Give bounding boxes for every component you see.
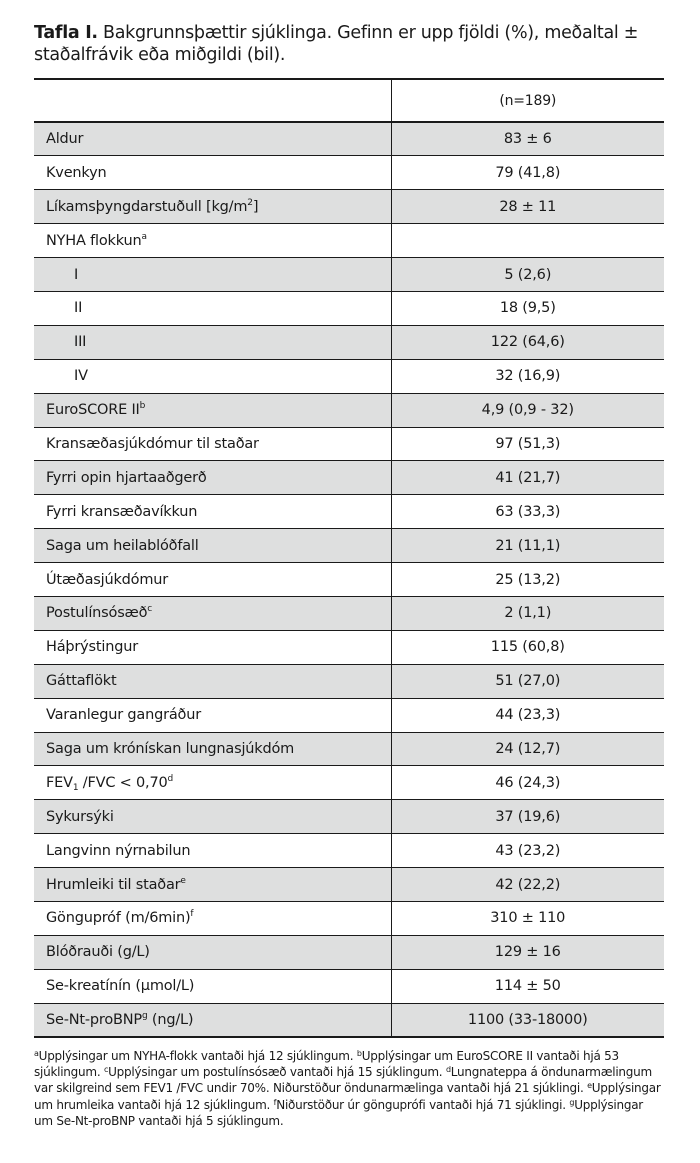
- header-label-cell: [34, 79, 391, 122]
- row-label: IV: [74, 368, 88, 385]
- table-row: [34, 868, 664, 902]
- row-label-cell: [34, 563, 391, 597]
- row-label-cell: [34, 800, 391, 834]
- row-value-cell: 310 ± 110: [391, 901, 664, 935]
- row-value-cell: 4,9 (0,9 - 32): [391, 393, 664, 427]
- row-value-cell: 114 ± 50: [391, 969, 664, 1003]
- row-label-cell: [34, 766, 391, 800]
- row-label: NYHA flokkun: [46, 232, 142, 249]
- row-label-cell: [34, 224, 391, 258]
- row-label-suffix: /FVC < 0,70: [78, 774, 168, 791]
- row-value-cell: 63 (33,3): [391, 495, 664, 529]
- row-label: Kvenkyn: [46, 164, 107, 181]
- row-value-cell: 97 (51,3): [391, 427, 664, 461]
- table-row: [34, 630, 664, 664]
- table-row: [34, 766, 664, 800]
- row-label: Aldur: [46, 131, 84, 148]
- table-row: [34, 258, 664, 292]
- table-row: [34, 563, 664, 597]
- row-label: Gáttaflökt: [46, 673, 117, 690]
- footnote-text: Upplýsingar um postulínsósæð vantaði hjá 15 sjúklingum.: [108, 1065, 446, 1080]
- row-label: Háþrýstingur: [46, 639, 138, 656]
- row-label: EuroSCORE II: [46, 402, 140, 419]
- row-value-cell: 43 (23,2): [391, 834, 664, 868]
- footnote-mark: g: [569, 1097, 575, 1107]
- footnote-mark: d: [445, 1065, 451, 1075]
- table-row: [34, 291, 664, 325]
- table-row: [34, 224, 664, 258]
- row-label-cell: [34, 868, 391, 902]
- row-label-superscript: a: [141, 231, 147, 242]
- table-row: [34, 698, 664, 732]
- row-label-cell: [34, 495, 391, 529]
- row-label-cell: [34, 901, 391, 935]
- row-label: Langvinn nýrnabilun: [46, 842, 191, 859]
- row-label: Fyrri opin hjartaaðgerð: [46, 469, 207, 486]
- footnote-mark: f: [273, 1097, 277, 1107]
- table-row: [34, 325, 664, 359]
- row-label-superscript: g: [141, 1010, 148, 1021]
- row-value-cell: 18 (9,5): [391, 291, 664, 325]
- row-label: Sykursýki: [46, 808, 114, 825]
- row-value-cell: 115 (60,8): [391, 630, 664, 664]
- row-label-cell: [34, 732, 391, 766]
- row-value-cell: [391, 224, 664, 258]
- table-row: [34, 935, 664, 969]
- row-value-cell: 122 (64,6): [391, 325, 664, 359]
- table-row: [34, 664, 664, 698]
- row-label: II: [74, 300, 83, 317]
- footnote-mark: e: [587, 1081, 592, 1091]
- row-value-cell: 1100 (33-18000): [391, 1003, 664, 1037]
- row-label-superscript: b: [139, 401, 146, 412]
- row-label: Saga um krónískan lungnasjúkdóm: [46, 740, 295, 757]
- row-value-cell: 46 (24,3): [391, 766, 664, 800]
- footnote-text: Upplýsingar um EuroSCORE II vantaði hjá 53 sjúklingum.: [34, 1049, 619, 1080]
- row-label: Líkamsþyngdarstuðull [kg/m: [46, 198, 248, 215]
- row-label: Saga um heilablóðfall: [46, 537, 199, 554]
- row-value-cell: 83 ± 6: [391, 122, 664, 156]
- row-label-cell: [34, 698, 391, 732]
- row-label-superscript: d: [167, 773, 174, 784]
- row-label-suffix: (ng/L): [147, 1011, 194, 1028]
- patient-characteristics-table: [34, 78, 664, 1038]
- row-label: Göngupróf (m/6min): [46, 910, 191, 927]
- footnote-text: Upplýsingar um NYHA-flokk vantaði hjá 12 sjúklingum.: [38, 1049, 357, 1064]
- row-label: I: [74, 266, 79, 283]
- row-label-cell: [34, 834, 391, 868]
- row-label-superscript: c: [147, 604, 153, 615]
- table-title: [34, 22, 664, 66]
- row-label: Útæðasjúkdómur: [46, 571, 169, 588]
- footnote-mark: c: [103, 1065, 109, 1075]
- row-label-superscript: 2: [247, 197, 253, 208]
- footnote-mark: b: [356, 1049, 362, 1059]
- row-label-cell: [34, 935, 391, 969]
- table-title-lead: Tafla I.: [34, 23, 98, 43]
- table-row: [34, 834, 664, 868]
- row-label-superscript: f: [190, 909, 194, 920]
- footnote-text: Niðurstöður úr gönguprófi vantaði hjá 71 sjúklingi.: [276, 1097, 570, 1112]
- row-label-cell: [34, 461, 391, 495]
- row-label: Postulínsósæð: [46, 605, 148, 622]
- row-label-cell: [34, 427, 391, 461]
- row-label-subscript: 1: [72, 782, 79, 793]
- row-label-cell: [34, 359, 391, 393]
- row-label-cell: [34, 156, 391, 190]
- row-label: Se-Nt-proBNP: [46, 1011, 142, 1028]
- row-value-cell: 37 (19,6): [391, 800, 664, 834]
- footnote-text: Upplýsingar um Se-Nt-proBNP vantaði hjá 5 sjúklingum.: [34, 1097, 643, 1128]
- row-label-cell: [34, 664, 391, 698]
- footnote-mark: a: [34, 1049, 39, 1059]
- table-row: [34, 156, 664, 190]
- table-row: [34, 461, 664, 495]
- table-title-text: Bakgrunnsþættir sjúklinga. Gefinn er upp fjöldi (%), meðaltal ± staðalfrávik eða miðgildi (bil).: [34, 23, 639, 65]
- row-label: Hrumleiki til staðar: [46, 876, 181, 893]
- table-row: [34, 969, 664, 1003]
- row-label-suffix: ]: [252, 198, 259, 215]
- table-row: [34, 1003, 664, 1037]
- row-label-cell: [34, 529, 391, 563]
- row-label: III: [74, 334, 87, 351]
- row-label-cell: [34, 393, 391, 427]
- row-label-cell: [34, 291, 391, 325]
- table-header-row: [34, 79, 664, 122]
- table-row: [34, 393, 664, 427]
- row-value-cell: 24 (12,7): [391, 732, 664, 766]
- row-value-cell: 21 (11,1): [391, 529, 664, 563]
- row-value-cell: 51 (27,0): [391, 664, 664, 698]
- table-footnotes: [34, 1048, 664, 1129]
- row-value-cell: 42 (22,2): [391, 868, 664, 902]
- row-label-cell: [34, 630, 391, 664]
- table-row: [34, 190, 664, 224]
- row-value-cell: 44 (23,3): [391, 698, 664, 732]
- footnote-text: Upplýsingar um hrumleika vantaði hjá 12 sjúklingum.: [34, 1081, 661, 1112]
- row-label-cell: [34, 122, 391, 156]
- footnote-text: Lungnateppa á öndunarmælingum var skilgreind sem FEV1 /FVC undir 70%. Niðurstöður öndunarmælinga vantaði hjá 21 sjúklingi.: [34, 1065, 652, 1096]
- row-label: FEV: [46, 774, 73, 791]
- row-label-cell: [34, 969, 391, 1003]
- table-row: [34, 901, 664, 935]
- row-value-cell: 129 ± 16: [391, 935, 664, 969]
- row-label-cell: [34, 258, 391, 292]
- row-label: Kransæðasjúkdómur til staðar: [46, 435, 259, 452]
- table-row: [34, 359, 664, 393]
- table-row: [34, 495, 664, 529]
- row-label-cell: [34, 325, 391, 359]
- table-row: [34, 122, 664, 156]
- table-row: [34, 800, 664, 834]
- row-value-cell: 2 (1,1): [391, 596, 664, 630]
- row-label: Blóðrauði (g/L): [46, 944, 150, 961]
- table-row: [34, 732, 664, 766]
- table-row: [34, 596, 664, 630]
- row-value-cell: 5 (2,6): [391, 258, 664, 292]
- table-row: [34, 427, 664, 461]
- row-value-cell: 25 (13,2): [391, 563, 664, 597]
- row-label: Se-kreatínín (µmol/L): [46, 978, 195, 995]
- row-value-cell: 79 (41,8): [391, 156, 664, 190]
- row-value-cell: 32 (16,9): [391, 359, 664, 393]
- row-label-superscript: e: [180, 875, 186, 886]
- row-label-cell: [34, 596, 391, 630]
- row-label-cell: [34, 1003, 391, 1037]
- row-label: Fyrri kransæðavíkkun: [46, 503, 198, 520]
- table-row: [34, 529, 664, 563]
- row-label: Varanlegur gangráður: [46, 707, 201, 724]
- table-body: [34, 122, 664, 1037]
- row-value-cell: 28 ± 11: [391, 190, 664, 224]
- header-n-cell: (n=189): [391, 79, 664, 122]
- row-label-cell: [34, 190, 391, 224]
- row-value-cell: 41 (21,7): [391, 461, 664, 495]
